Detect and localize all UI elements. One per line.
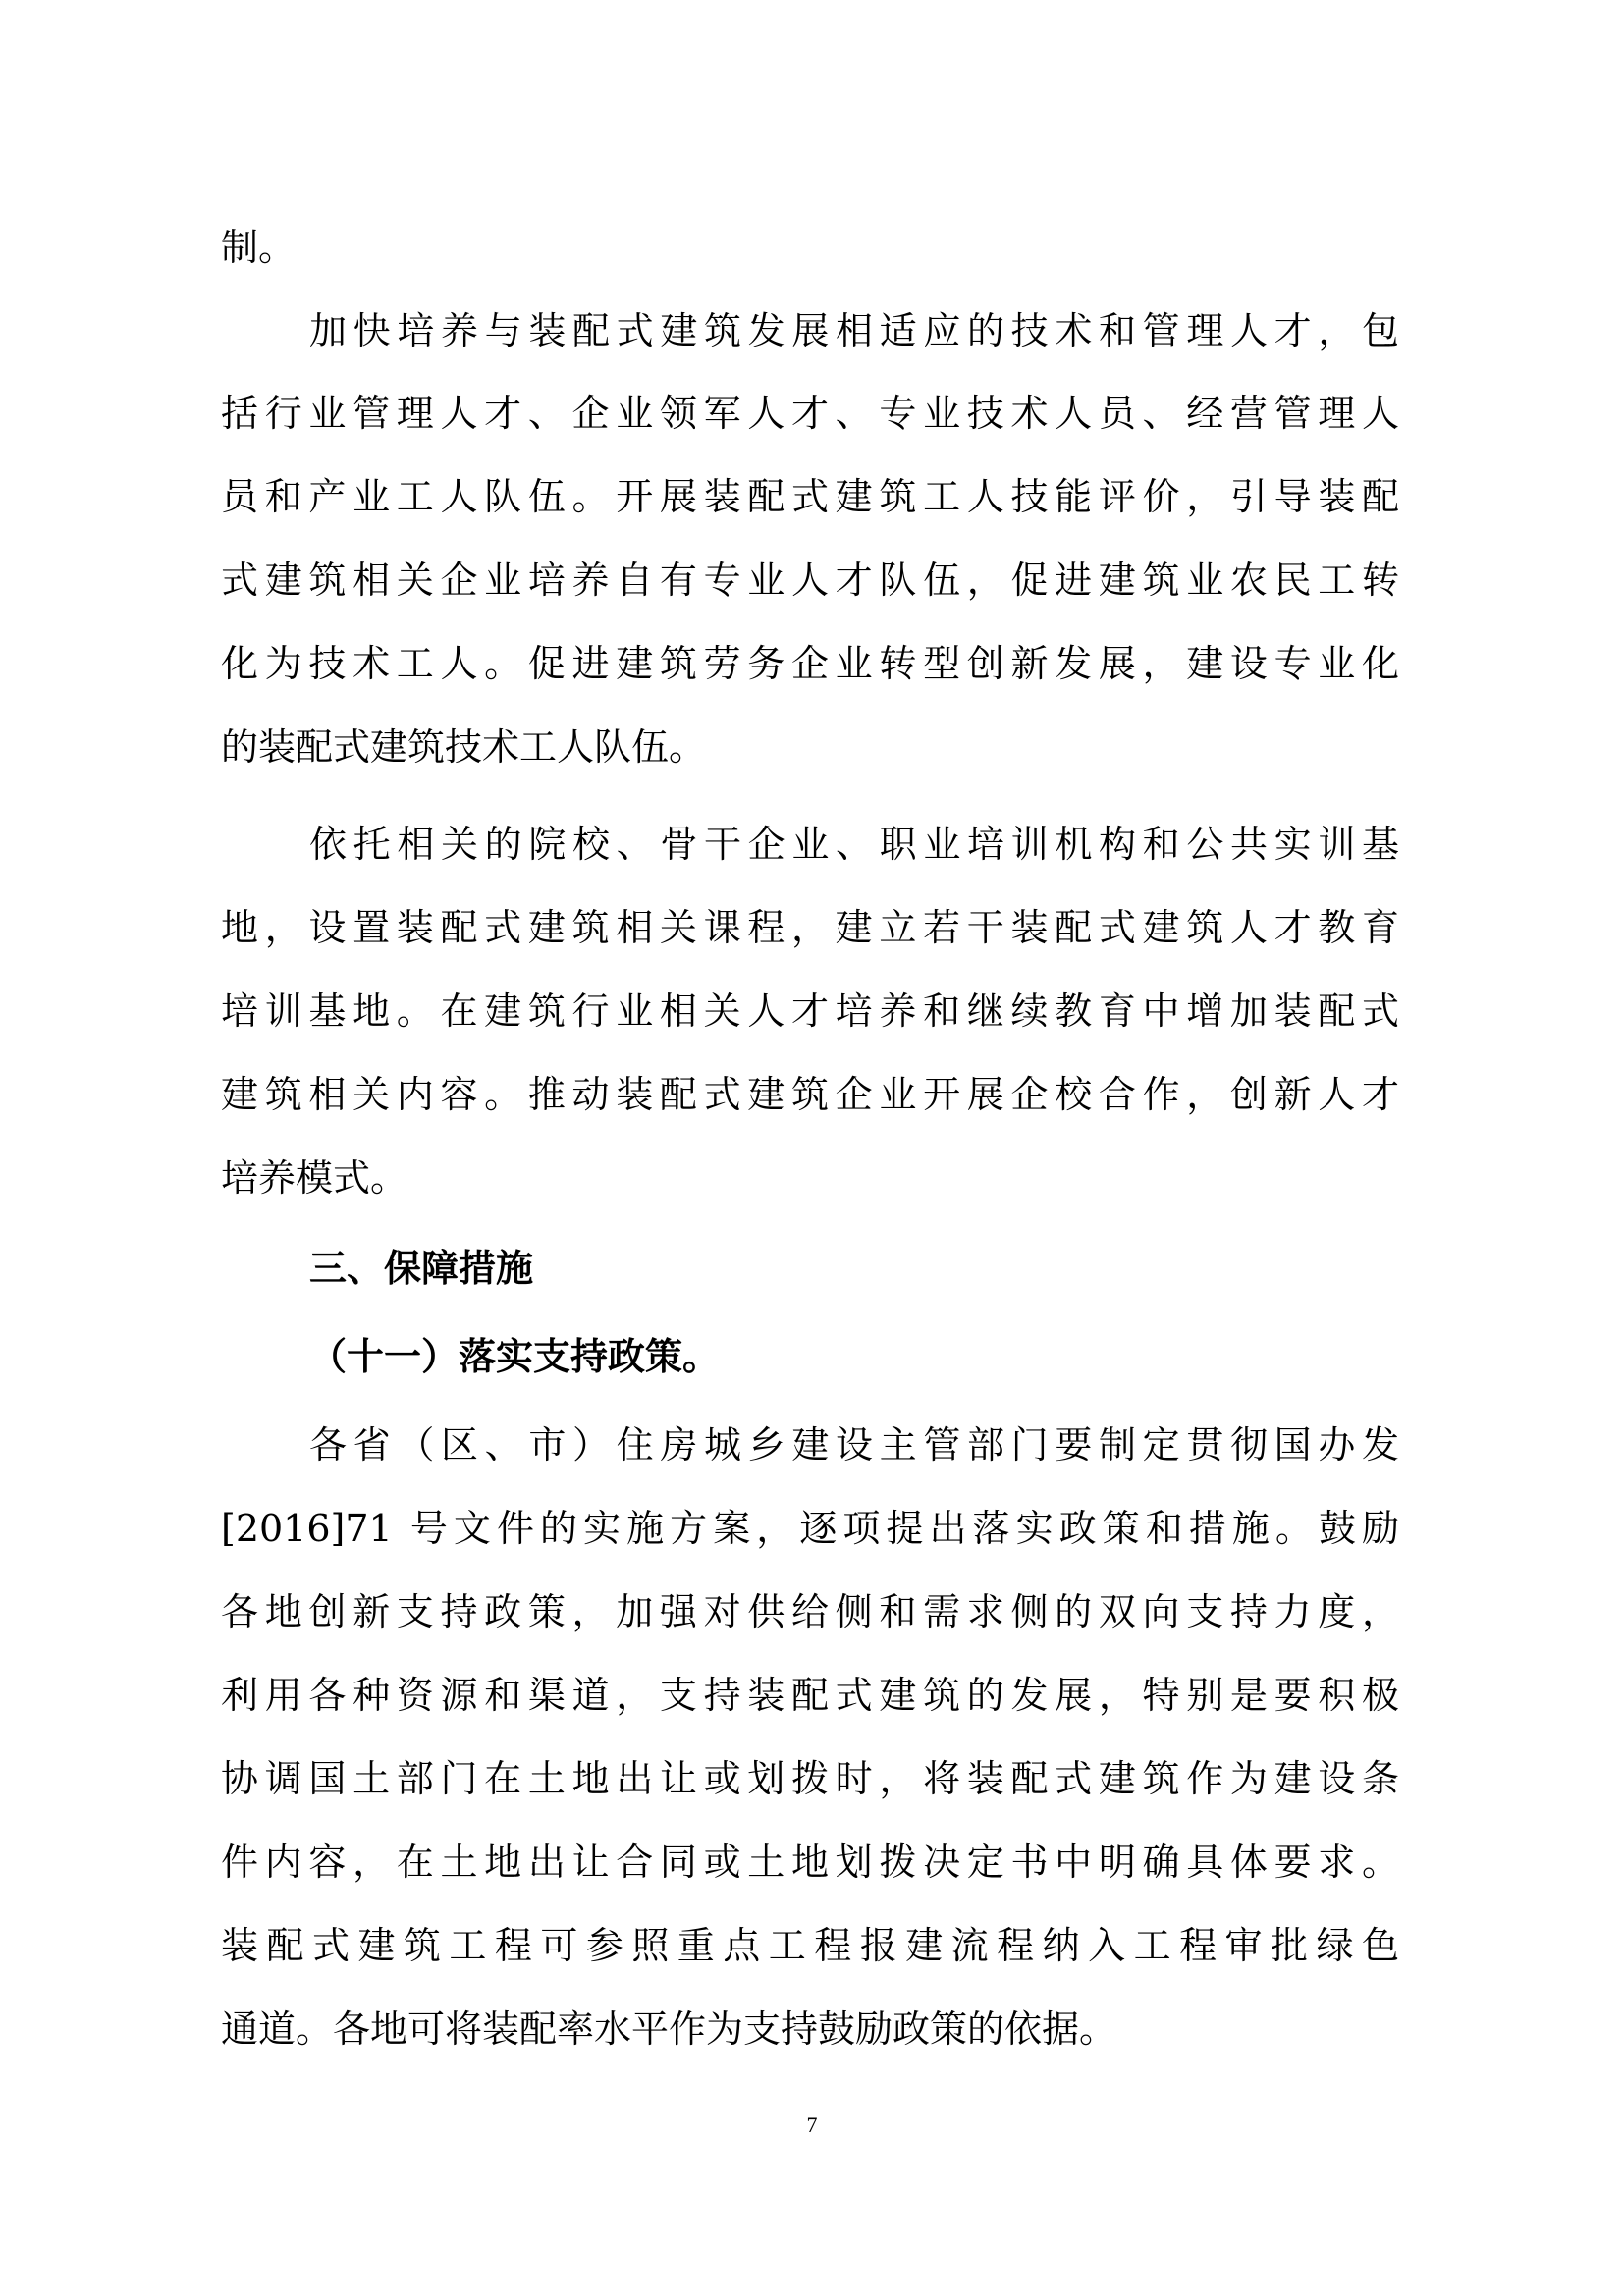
subsection-heading: （十一）落实支持政策。 (309, 1335, 721, 1378)
paragraph-line: 地，设置装配式建筑相关课程，建立若干装配式建筑人才教育 (221, 906, 1399, 949)
paragraph-line: 装配式建筑工程可参照重点工程报建流程纳入工程审批绿色 (221, 1924, 1399, 1967)
paragraph-line: 的装配式建筑技术工人队伍。 (221, 725, 707, 769)
paragraph-line: 依托相关的院校、骨干企业、职业培训机构和公共实训基 (309, 823, 1399, 866)
paragraph-line: 利用各种资源和渠道，支持装配式建筑的发展，特别是要积极 (221, 1674, 1399, 1717)
paragraph-line: 括行业管理人才、企业领军人才、专业技术人员、经营管理人 (221, 392, 1399, 435)
paragraph-line: 通道。各地可将装配率水平作为支持鼓励政策的依据。 (221, 2007, 1117, 2051)
page-number: 7 (806, 2112, 818, 2137)
section-heading: 三、保障措施 (309, 1247, 534, 1290)
paragraph-line: 各地创新支持政策，加强对供给侧和需求侧的双向支持力度， (221, 1590, 1399, 1633)
paragraph-line: 培养模式。 (221, 1156, 408, 1200)
paragraph-line: [2016]71 号文件的实施方案，逐项提出落实政策和措施。鼓励 (221, 1507, 1399, 1550)
paragraph-line: 建筑相关内容。推动装配式建筑企业开展企校合作，创新人才 (221, 1073, 1399, 1116)
paragraph-line: 件内容，在土地出让合同或土地划拨决定书中明确具体要求。 (221, 1841, 1399, 1884)
paragraph-line: 培训基地。在建筑行业相关人才培养和继续教育中增加装配式 (221, 989, 1399, 1033)
paragraph-line: 协调国土部门在土地出让或划拨时，将装配式建筑作为建设条 (221, 1757, 1399, 1800)
paragraph-line: 各省（区、市）住房城乡建设主管部门要制定贯彻国办发 (309, 1423, 1399, 1467)
paragraph-line: 员和产业工人队伍。开展装配式建筑工人技能评价，引导装配 (221, 475, 1399, 518)
paragraph-line: 制。 (221, 226, 297, 269)
paragraph-line: 化为技术工人。促进建筑劳务企业转型创新发展，建设专业化 (221, 642, 1399, 685)
paragraph-line: 式建筑相关企业培养自有专业人才队伍，促进建筑业农民工转 (221, 559, 1399, 602)
paragraph-line: 加快培养与装配式建筑发展相适应的技术和管理人才，包 (309, 309, 1399, 352)
